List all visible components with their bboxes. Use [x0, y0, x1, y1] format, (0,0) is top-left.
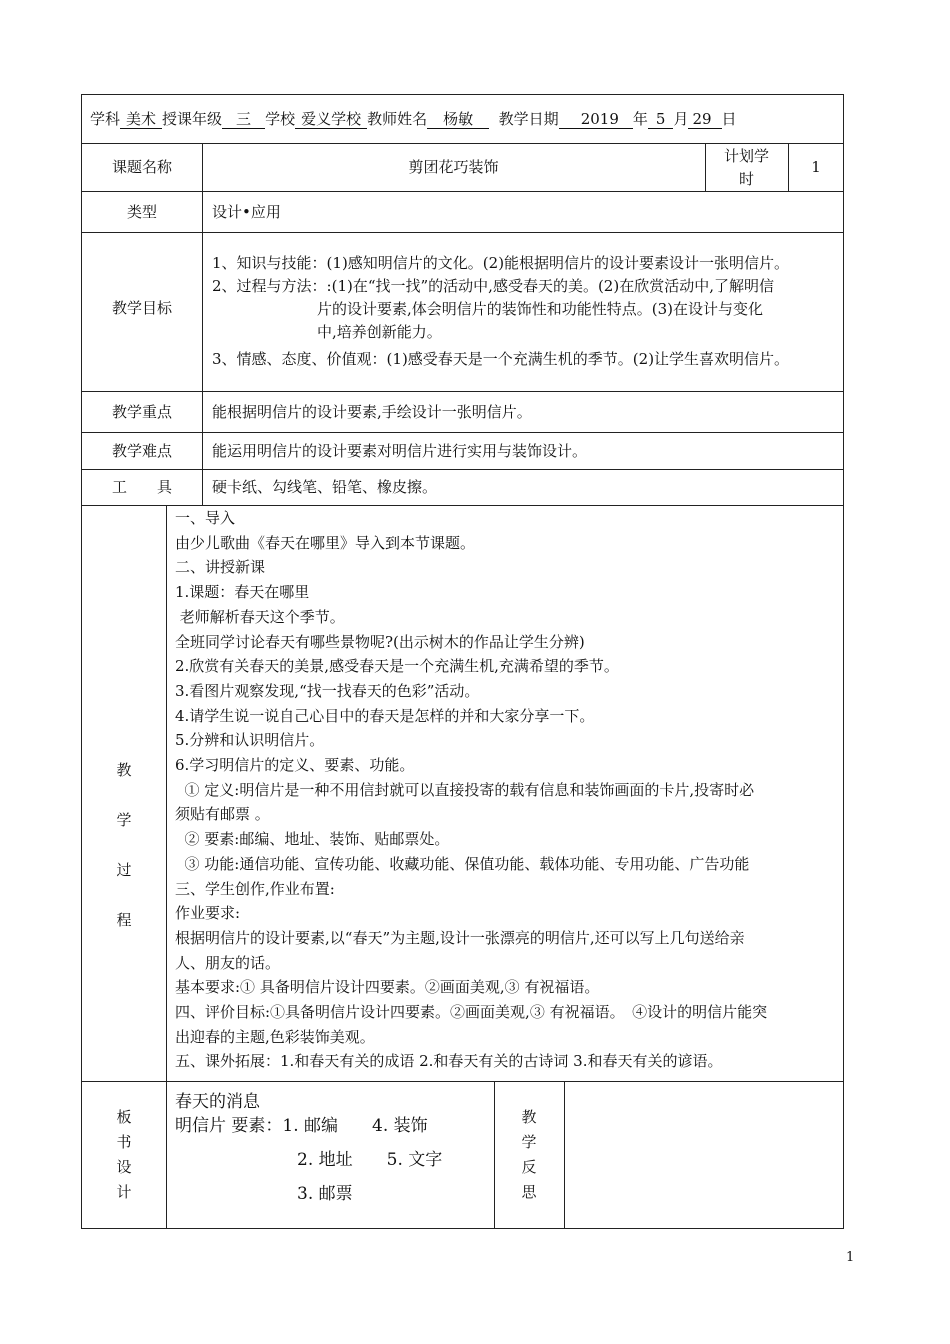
date-month-unit: 月: [673, 110, 689, 128]
lesson-title: 剪团花巧装饰: [408, 158, 499, 176]
process-label-char: 过: [116, 861, 132, 879]
date-day: 29: [688, 110, 721, 129]
reflection-label-char: 思: [521, 1183, 537, 1201]
teacher-value: 杨敏: [427, 110, 489, 129]
board-label-char: 书: [116, 1133, 132, 1151]
date-month: 5: [648, 110, 674, 129]
reflection-label-char: 反: [521, 1158, 537, 1176]
row-divider: [82, 232, 843, 233]
row-divider: [82, 469, 843, 470]
key-points-text: 能根据明信片的设计要素,手绘设计一张明信片。: [212, 403, 532, 421]
process-line: ② 要素:邮编、地址、装饰、贴邮票处。: [175, 830, 450, 849]
lesson-plan-table: [81, 94, 844, 1229]
goals-line: 2、过程与方法：:(1)在“找一找”的活动中,感受春天的美。(2)在欣赏活动中,了解明信: [212, 277, 774, 295]
type-label: 类型: [126, 203, 157, 221]
board-label-char: 板: [116, 1108, 132, 1126]
row-divider: [82, 505, 843, 506]
process-line: 二、讲授新课: [175, 558, 266, 577]
date-day-unit: 日: [721, 110, 737, 128]
process-line: 须贴有邮票 。: [175, 805, 270, 824]
tools-text: 硬卡纸、勾线笔、铅笔、橡皮擦。: [212, 478, 438, 496]
date-label: 教学日期: [498, 110, 559, 128]
process-line: 基本要求:① 具备明信片设计四要素。②画面美观,③ 有祝福语。: [175, 978, 600, 997]
goals-label: 教学目标: [111, 299, 172, 317]
hours-value: 1: [811, 158, 821, 176]
board-label-char: 设: [116, 1158, 132, 1176]
board-title: 春天的消息: [175, 1092, 260, 1112]
grade-value: 三: [222, 110, 265, 129]
reflection-content: [565, 1082, 844, 1229]
process-line: 三、学生创作,作业布置:: [175, 879, 335, 898]
board-row: 明信片 要素：1. 邮编 4. 装饰: [175, 1116, 428, 1136]
tools-label: 工 具: [111, 478, 172, 496]
date-year-unit: 年: [632, 110, 648, 128]
process-line: 4.请学生说一说自己心目中的春天是怎样的并和大家分享一下。: [175, 706, 595, 725]
type-value: 设计•应用: [212, 203, 281, 221]
goals-line: 中,培养创新能力。: [317, 323, 442, 341]
reflection-label-char: 学: [521, 1133, 537, 1151]
row-divider: [82, 143, 843, 144]
difficulties-text: 能运用明信片的设计要素对明信片进行实用与装饰设计。: [212, 442, 588, 460]
process-line: 1.课题：春天在哪里: [175, 583, 310, 602]
title-label: 课题名称: [111, 158, 172, 176]
header-row: [90, 108, 737, 130]
process-line: 2.欣赏有关春天的美景,感受春天是一个充满生机,充满希望的季节。: [175, 657, 619, 676]
process-label-divider: [166, 505, 167, 1229]
process-line: 出迎春的主题,色彩装饰美观。: [175, 1027, 375, 1046]
process-label-char: 学: [116, 811, 132, 829]
difficulties-label: 教学难点: [111, 442, 172, 460]
date-year: 2019: [559, 110, 633, 129]
row-divider: [82, 391, 843, 392]
page-number: 1: [846, 1250, 855, 1265]
process-label-char: 程: [116, 911, 132, 929]
board-label-char: 计: [116, 1183, 132, 1201]
process-line: 6.学习明信片的定义、要素、功能。: [175, 756, 415, 774]
process-line: 老师解析春天这个季节。: [175, 607, 345, 626]
process-line: ① 定义:明信片是一种不用信封就可以直接投寄的载有信息和装饰画面的卡片,投寄时必: [175, 780, 755, 799]
board-row: 2. 地址 5. 文字: [297, 1150, 443, 1170]
row-divider: [82, 191, 843, 192]
process-label-char: 教: [116, 761, 132, 779]
school-value: 爱义学校: [295, 110, 367, 129]
key-points-label: 教学重点: [111, 403, 172, 421]
process-line: 根据明信片的设计要素,以“春天”为主题,设计一张漂亮的明信片,还可以写上几句送给亲: [175, 928, 745, 947]
process-line: 四、评价目标:①具备明信片设计四要素。②画面美观,③ 有祝福语。 ④设计的明信片能突: [175, 1003, 768, 1021]
grade-label: 授课年级: [162, 110, 223, 128]
process-line: 5.分辨和认识明信片。: [175, 731, 325, 750]
goals-line: 3、情感、态度、价值观：(1)感受春天是一个充满生机的季节。(2)让学生喜欢明信片。: [212, 350, 790, 368]
goals-line: 1、知识与技能：(1)感知明信片的文化。(2)能根据明信片的设计要素设计一张明信片。: [212, 254, 790, 272]
reflection-label-char: 教: [521, 1108, 537, 1126]
teacher-label: 教师姓名: [367, 110, 428, 128]
row-divider: [82, 432, 843, 433]
process-line: 五、课外拓展：1.和春天有关的成语 2.和春天有关的古诗词 3.和春天有关的谚语。: [175, 1052, 723, 1071]
process-line: 作业要求:: [175, 904, 241, 923]
hours-label-line2: 时: [738, 170, 754, 188]
hours-label-line1: 计划学: [723, 147, 769, 165]
process-line: 一、导入: [175, 509, 236, 527]
process-line: 人、朋友的话。: [175, 953, 281, 972]
label-column-divider: [202, 143, 203, 505]
goals-line: 片的设计要素,体会明信片的装饰性和功能性特点。(3)在设计与变化: [317, 300, 764, 318]
process-line: 全班同学讨论春天有哪些景物呢?(出示树木的作品让学生分辨): [175, 632, 585, 651]
board-reflection-divider: [494, 1081, 495, 1229]
school-label: 学校: [265, 110, 296, 128]
process-line: ③ 功能:通信功能、宣传功能、收藏功能、保值功能、载体功能、专用功能、广告功能: [175, 854, 750, 873]
subject-label: 学科: [90, 110, 121, 128]
subject-value: 美术: [120, 110, 162, 129]
board-row: 3. 邮票: [297, 1184, 353, 1204]
process-line: 3.看图片观察发现,“找一找春天的色彩”活动。: [175, 681, 480, 700]
process-line: 由少儿歌曲《春天在哪里》导入到本节课题。: [175, 533, 476, 552]
